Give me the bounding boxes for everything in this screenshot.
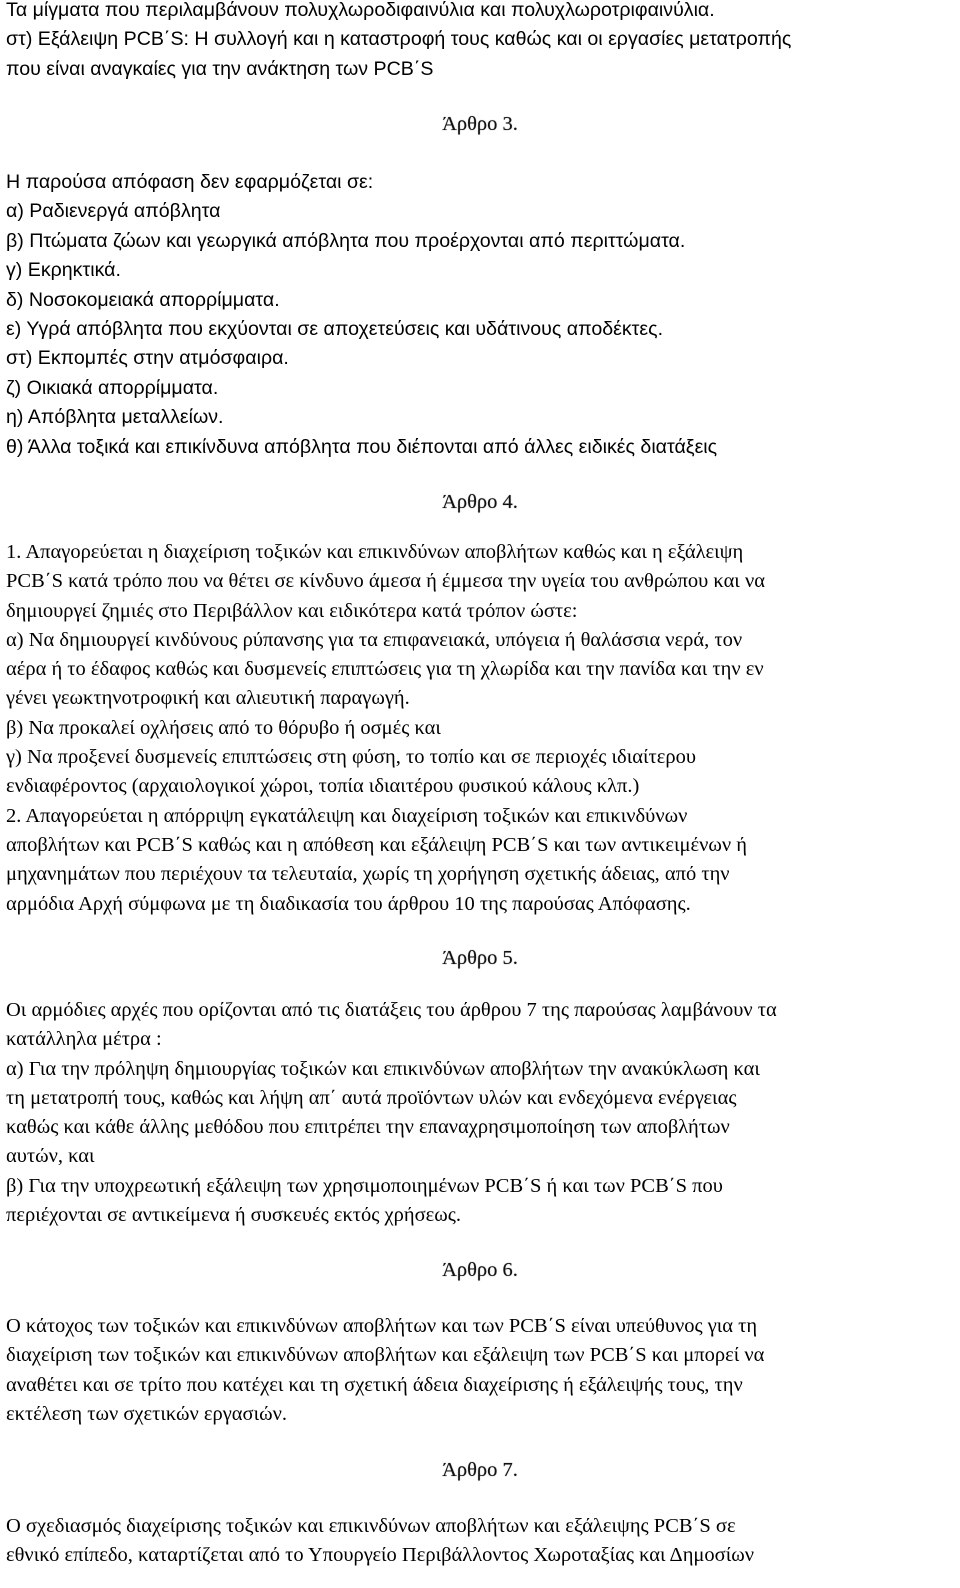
article-7 [6, 1456, 960, 1485]
text-line: 1. Απαγορεύεται η διαχείριση τοξικών και επικινδύνων αποβλήτων καθώς και η εξάλειψη [6, 541, 744, 563]
article-6-body [6, 1312, 764, 1429]
text-line: που είναι αναγκαίες για την ανάκτηση των PCB΄S [6, 57, 434, 80]
text-line: καθώς και κάθε άλλης μεθόδου που επιτρέπει την επαναχρησιμοποίηση των αποβλήτων [6, 1116, 730, 1139]
text-line: PCB΄S κατά τρόπο που να θέτει σε κίνδυνο άμεσα ή έμμεσα την υγεία του ανθρώπου και να [6, 570, 765, 593]
list-item: γ) Εκρηκτικά. [6, 259, 121, 282]
text-line: Ο κάτοχος των τοξικών και επικινδύνων αποβλήτων και των PCB΄S είναι υπεύθυνος για τη [6, 1315, 758, 1337]
text-line: β) Για την υποχρεωτική εξάλειψη των χρησιμοποιημένων PCB΄S ή και των PCB΄S που [6, 1174, 723, 1197]
text-line: 2. Απαγορεύεται η απόρριψη εγκατάλειψη και διαχείριση τοξικών και επικινδύνων [6, 804, 688, 827]
text-line: ενδιαφέροντος (αρχαιολογικοί χώροι, τοπία ιδιαιτέρου φυσικού κάλους κλπ.) [6, 775, 640, 798]
text-line: γένει γεωκτηνοτροφική και αλιευτική παραγωγή. [6, 687, 410, 710]
text-line: β) Να προκαλεί οχλήσεις από το θόρυβο ή οσμές και [6, 716, 441, 739]
text-line: Ο σχεδιασμός διαχείρισης τοξικών και επικινδύνων αποβλήτων και εξάλειψης PCB΄S σε [6, 1515, 736, 1537]
article-4-body [6, 538, 765, 919]
list-item: δ) Νοσοκομειακά απορρίμματα. [6, 288, 280, 311]
intro-block [6, 0, 791, 84]
article-4 [6, 488, 960, 517]
list-item: στ) Εκπομπές στην ατμόσφαιρα. [6, 347, 289, 370]
article-6 [6, 1256, 960, 1285]
list-item: ζ) Οικιακά απορρίμματα. [6, 376, 219, 399]
text-line: αρμόδια Αρχή σύμφωνα με τη διαδικασία του άρθρου 10 της παρούσας Απόφασης. [6, 892, 691, 915]
text-line: εκτέλεση των σχετικών εργασιών. [6, 1402, 287, 1425]
text-line: αέρα ή το έδαφος καθώς και δυσμενείς επιπτώσεις για τη χλωρίδα και την πανίδα και την εν [6, 658, 764, 681]
article-heading: Άρθρο 3. [442, 113, 518, 135]
list-item: η) Απόβλητα μεταλλείων. [6, 406, 224, 429]
article-3-body [6, 168, 717, 462]
article-5 [6, 944, 960, 973]
text-line: περιέχονται σε αντικείμενα ή συσκευές εκτός χρήσεως. [6, 1204, 461, 1227]
text-line: διαχείριση των τοξικών και επικινδύνων αποβλήτων και εξάλειψη των PCB΄S και μπορεί να [6, 1344, 765, 1367]
text-line: δημιουργεί ζημιές στο Περιβάλλον και ειδικότερα κατά τρόπον ώστε: [6, 599, 578, 622]
article-heading: Άρθρο 7. [442, 1459, 518, 1481]
article-heading: Άρθρο 4. [442, 491, 518, 513]
text-line: εθνικό επίπεδο, καταρτίζεται από το Υπουργείο Περιβάλλοντος Χωροταξίας και Δημοσίων [6, 1544, 754, 1567]
article-5-body [6, 996, 777, 1230]
list-item: ε) Υγρά απόβλητα που εκχύονται σε αποχετεύσεις και υδάτινους αποδέκτες. [6, 318, 664, 341]
text-line: α) Για την πρόληψη δημιουργίας τοξικών και επικινδύνων αποβλήτων την ανακύκλωση και [6, 1057, 760, 1080]
text-line: Τα μίγματα που περιλαμβάνουν πολυχλωροδιφαινύλια και πολυχλωροτριφαινύλια. [6, 0, 715, 21]
article-3 [6, 110, 960, 139]
text-line: μηχανημάτων που περιέχουν τα τελευταία, χωρίς τη χορήγηση σχετικής άδειας, από την [6, 863, 730, 886]
list-item: θ) Άλλα τοξικά και επικίνδυνα απόβλητα που διέπονται από άλλες ειδικές διατάξεις [6, 435, 718, 458]
list-item: β) Πτώματα ζώων και γεωργικά απόβλητα που προέρχονται από περιττώματα. [6, 229, 686, 252]
list-item: α) Ραδιενεργά απόβλητα [6, 200, 221, 223]
text-line: κατάλληλα μέτρα : [6, 1028, 162, 1051]
article-heading: Άρθρο 5. [442, 947, 518, 969]
text-line: Η παρούσα απόφαση δεν εφαρμόζεται σε: [6, 171, 374, 193]
article-7-body [6, 1512, 754, 1571]
article-heading: Άρθρο 6. [442, 1259, 518, 1281]
text-line: γ) Να προξενεί δυσμενείς επιπτώσεις στη φύση, το τοπίο και σε περιοχές ιδιαίτερου [6, 746, 696, 769]
text-line: αποβλήτων και PCB΄S καθώς και η απόθεση και εξάλειψη PCB΄S και των αντικειμένων ή [6, 833, 747, 856]
text-line: αναθέτει και σε τρίτο που κατέχει και τη σχετική άδεια διαχείρισης ή εξάλειψής τους, την [6, 1373, 743, 1396]
text-line: στ) Εξάλειψη PCB΄S: Η συλλογή και η καταστροφή τους καθώς και οι εργασίες μετατροπής [6, 28, 792, 51]
text-line: α) Να δημιουργεί κινδύνους ρύπανσης για τα επιφανειακά, υπόγεια ή θαλάσσια νερά, τον [6, 628, 743, 651]
text-line: Οι αρμόδιες αρχές που ορίζονται από τις διατάξεις του άρθρου 7 της παρούσας λαμβάνουν τα [6, 999, 777, 1021]
text-line: αυτών, και [6, 1145, 95, 1168]
text-line: τη μετατροπή τους, καθώς και λήψη απ΄ αυτά προϊόντων υλών και ενδεχόμενα ενέργειας [6, 1086, 737, 1109]
